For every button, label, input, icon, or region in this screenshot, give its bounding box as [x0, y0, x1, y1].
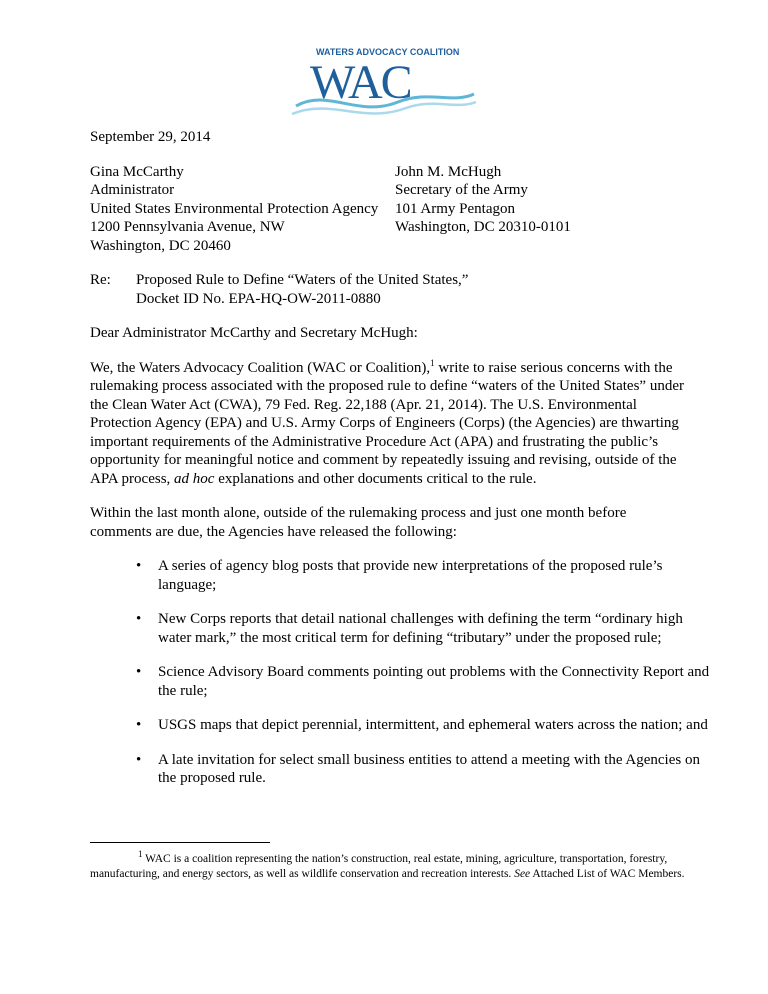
recipient-line: John M. McHugh — [395, 163, 502, 180]
paragraph-intro-end: explanations and other documents critical to the rule. — [214, 470, 537, 487]
recipient-line: United States Environmental Protection Agency — [90, 200, 379, 217]
bullet-icon: • — [136, 558, 142, 574]
subject-text — [136, 271, 468, 308]
list-item-text: New Corps reports that detail national challenges with defining the term “ordinary high water mark,” the most critical term for defining “tributary” under the proposed rule; — [158, 611, 683, 646]
recipient-line: Washington, DC 20460 — [90, 237, 231, 254]
release-list — [90, 557, 710, 788]
recipient-army — [395, 163, 685, 256]
wac-logo — [288, 44, 478, 120]
bullet-icon: • — [136, 611, 142, 627]
salutation: Dear Administrator McCarthy and Secretary McHugh: — [90, 325, 418, 341]
paragraph-releases: Within the last month alone, outside of the rulemaking process and just one month before comments are due, the Agencies have released the following: — [90, 505, 627, 540]
subject-line-1: Proposed Rule to Define “Waters of the United States,” — [136, 272, 469, 288]
list-item-text: USGS maps that depict perennial, intermittent, and ephemeral waters across the nation; and — [158, 717, 708, 733]
recipient-line: 101 Army Pentagon — [395, 200, 515, 217]
list-item-text: Science Advisory Board comments pointing out problems with the Connectivity Report and the rule; — [158, 664, 710, 699]
bullet-icon: • — [136, 751, 142, 768]
logo-tagline: WATERS ADVOCACY COALITION — [316, 47, 460, 57]
subject-line-2: Docket ID No. EPA-HQ-OW-2011-0880 — [136, 290, 381, 307]
paragraph-intro-middle: write to raise serious concerns with the rulemaking process associated with the proposed rule to define “waters of the United States” under the Clean Water Act (CWA), 79 Fed. Reg. 22,188 (Apr. 21, 2014). The U.S. Environmental Protection Agency (EPA) and U.S. Army Corps of Engineers (Corps) (the Agencies) are thwarting important requirements of the Administrative Procedure Act (APA) and frustrating the public’s opportunity for meaningful notice and comment by repeatedly issuing and revising, outside of the APA process, — [90, 359, 684, 487]
footnote-end: Attached List of WAC Members. — [530, 868, 685, 880]
recipient-line: Washington, DC 20310-0101 — [395, 219, 571, 235]
footnote-ref: 1 — [430, 357, 435, 368]
paragraph-intro-start: We, the Waters Advocacy Coalition (WAC or Coalition), — [90, 359, 431, 376]
wac-logo-graphic — [288, 44, 478, 120]
recipient-epa — [90, 163, 395, 256]
list-item-text: A series of agency blog posts that provide new interpretations of the proposed rule’s language; — [158, 558, 663, 593]
bullet-icon: • — [136, 664, 142, 680]
footnote-number: 1 — [138, 849, 143, 860]
bullet-icon: • — [136, 717, 142, 733]
recipients-block — [90, 163, 685, 256]
footnote-divider — [90, 842, 270, 843]
list-item — [136, 610, 713, 647]
recipient-line: 1200 Pennsylvania Avenue, NW — [90, 219, 285, 235]
subject-block — [90, 271, 685, 308]
footnote-indent — [90, 853, 138, 865]
paragraph-intro-italic: ad hoc — [174, 470, 215, 487]
list-item — [136, 557, 713, 594]
letter-date: September 29, 2014 — [90, 129, 211, 145]
recipient-line: Secretary of the Army — [395, 182, 528, 198]
paragraph-intro — [90, 359, 685, 489]
letter-body — [90, 128, 710, 804]
subject-label: Re: — [90, 272, 111, 288]
recipient-line: Administrator — [90, 182, 175, 198]
list-item — [136, 716, 713, 735]
footnote-italic: See — [514, 868, 531, 880]
list-item — [136, 751, 713, 788]
footnote — [90, 849, 690, 882]
logo-acronym: WAC — [310, 56, 411, 109]
list-item-text: A late invitation for select small business entities to attend a meeting with the Agencies on the proposed rule. — [158, 751, 700, 786]
footnote-text: WAC is a coalition representing the nation’s construction, real estate, mining, agriculture, transportation, forestry, manufacturing, and energy sectors, as well as wildlife conservation and recreation interests. — [90, 853, 668, 880]
recipient-line: Gina McCarthy — [90, 163, 184, 180]
list-item — [136, 663, 713, 700]
